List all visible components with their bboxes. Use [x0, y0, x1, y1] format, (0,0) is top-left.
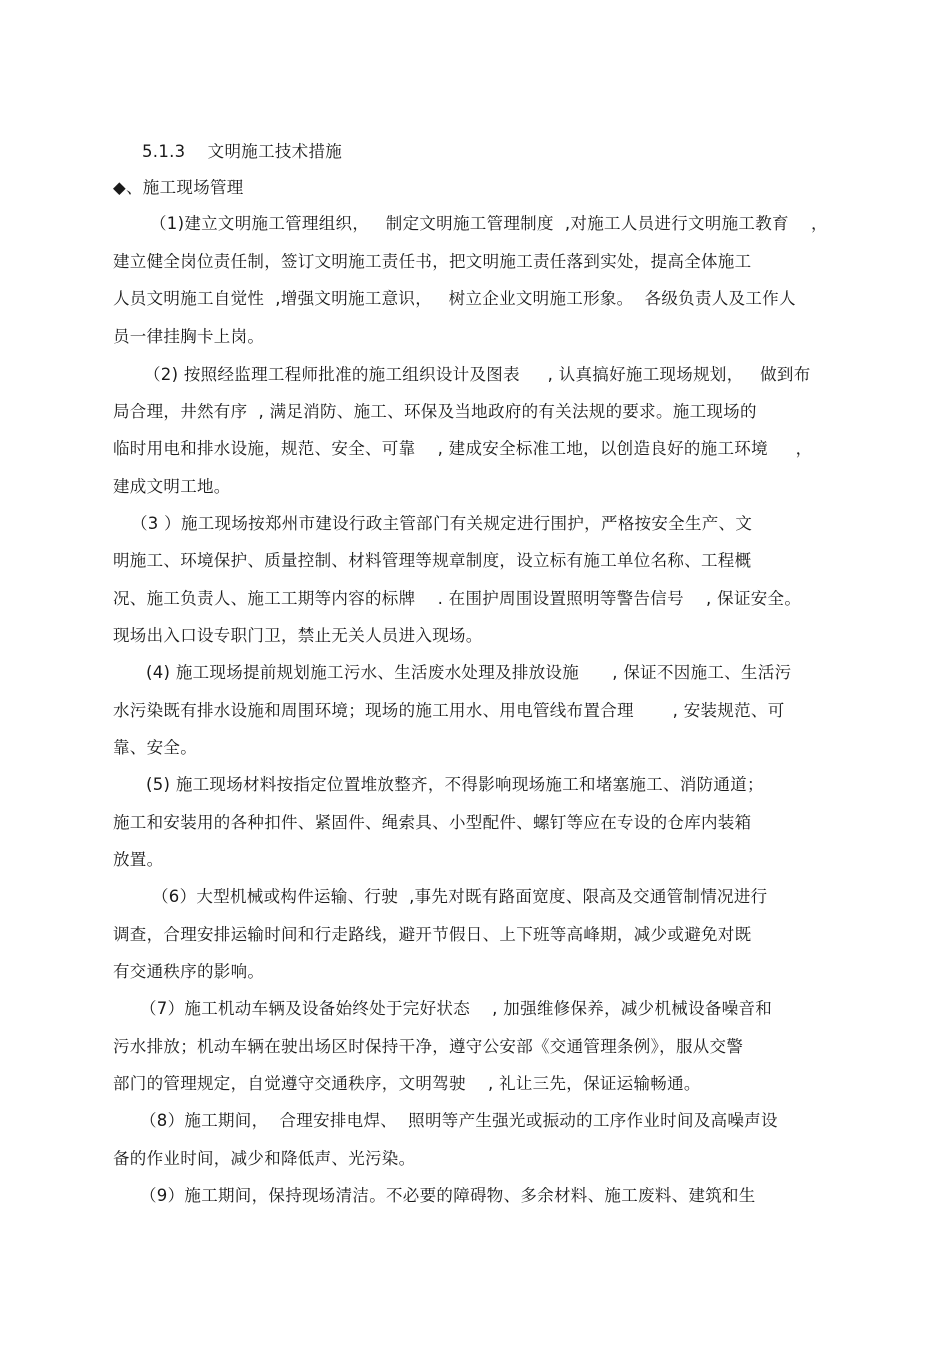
- text-line: 现场出入口设专职门卫，禁止无关人员进入现场。: [113, 626, 483, 645]
- section-heading: 5.1.3 文明施工技术措施: [142, 142, 343, 161]
- text-line: 建立健全岗位责任制，签订文明施工责任书，把文明施工责任落到实处，提高全体施工: [113, 252, 752, 271]
- text-line: (4) 施工现场提前规划施工污水、生活废水处理及排放设施 , 保证不因施工、生活污: [146, 663, 792, 682]
- text-line: 员一律挂胸卡上岗。: [113, 327, 265, 346]
- text-line: 污水排放；机动车辆在驶出场区时保持干净，遵守公安部《交通管理条例》，服从交警: [113, 1037, 744, 1056]
- text-line: 部门的管理规定，自觉遵守交通秩序，文明驾驶 , 礼让三先，保证运输畅通。: [113, 1074, 701, 1093]
- text-line: 人员文明施工自觉性 ,增强文明施工意识， 树立企业文明施工形象。 各级负责人及工作人: [113, 289, 796, 308]
- text-line: （9）施工期间，保持现场清洁。不必要的障碍物、多余材料、施工废料、建筑和生: [140, 1186, 756, 1205]
- text-line: 调查，合理安排运输时间和行走路线，避开节假日、上下班等高峰期，减少或避免对既: [113, 925, 752, 944]
- text-line: 建成文明工地。: [113, 477, 231, 496]
- text-line: 明施工、环境保护、质量控制、材料管理等规章制度，设立标有施工单位名称、工程概: [113, 551, 752, 570]
- text-line: （2) 按照经监理工程师批准的施工组织设计及图表 , 认真搞好施工现场规划， 做到布: [144, 365, 811, 384]
- text-line: 放置。: [113, 850, 164, 869]
- text-line: 况、施工负责人、施工工期等内容的标牌 . 在围护周围设置照明等警告信号 , 保证安全。: [113, 589, 802, 608]
- text-line: 备的作业时间，减少和降低声、光污染。: [113, 1149, 416, 1168]
- text-line: （7）施工机动车辆及设备始终处于完好状态 , 加强维修保养，减少机械设备噪音和: [140, 999, 773, 1018]
- text-line: 有交通秩序的影响。: [113, 962, 265, 981]
- text-line: （3 ）施工现场按郑州市建设行政主管部门有关规定进行围护，严格按安全生产、文: [131, 514, 753, 533]
- text-line: 局合理，井然有序 , 满足消防、施工、环保及当地政府的有关法规的要求。施工现场的: [113, 402, 757, 421]
- text-line: 水污染既有排水设施和周围环境；现场的施工用水、用电管线布置合理 , 安装规范、可: [113, 701, 785, 720]
- text-line: （1)建立文明施工管理组织， 制定文明施工管理制度 ,对施工人员进行文明施工教育 ，: [150, 214, 828, 233]
- subheading: ◆、施工现场管理: [113, 178, 244, 197]
- text-line: 施工和安装用的各种扣件、紧固件、绳索具、小型配件、螺钉等应在专设的仓库内装箱: [113, 813, 752, 832]
- text-line: 靠、安全。: [113, 738, 197, 757]
- text-line: （6）大型机械或构件运输、行驶 ,事先对既有路面宽度、限高及交通管制情况进行: [152, 887, 768, 906]
- text-line: 临时用电和排水设施，规范、安全、可靠 , 建成安全标准工地，以创造良好的施工环境 ，: [113, 439, 813, 458]
- text-line: （8）施工期间， 合理安排电焊、 照明等产生强光或振动的工序作业时间及高噪声设: [140, 1111, 778, 1130]
- text-line: (5) 施工现场材料按指定位置堆放整齐，不得影响现场施工和堵塞施工、消防通道；: [146, 775, 764, 794]
